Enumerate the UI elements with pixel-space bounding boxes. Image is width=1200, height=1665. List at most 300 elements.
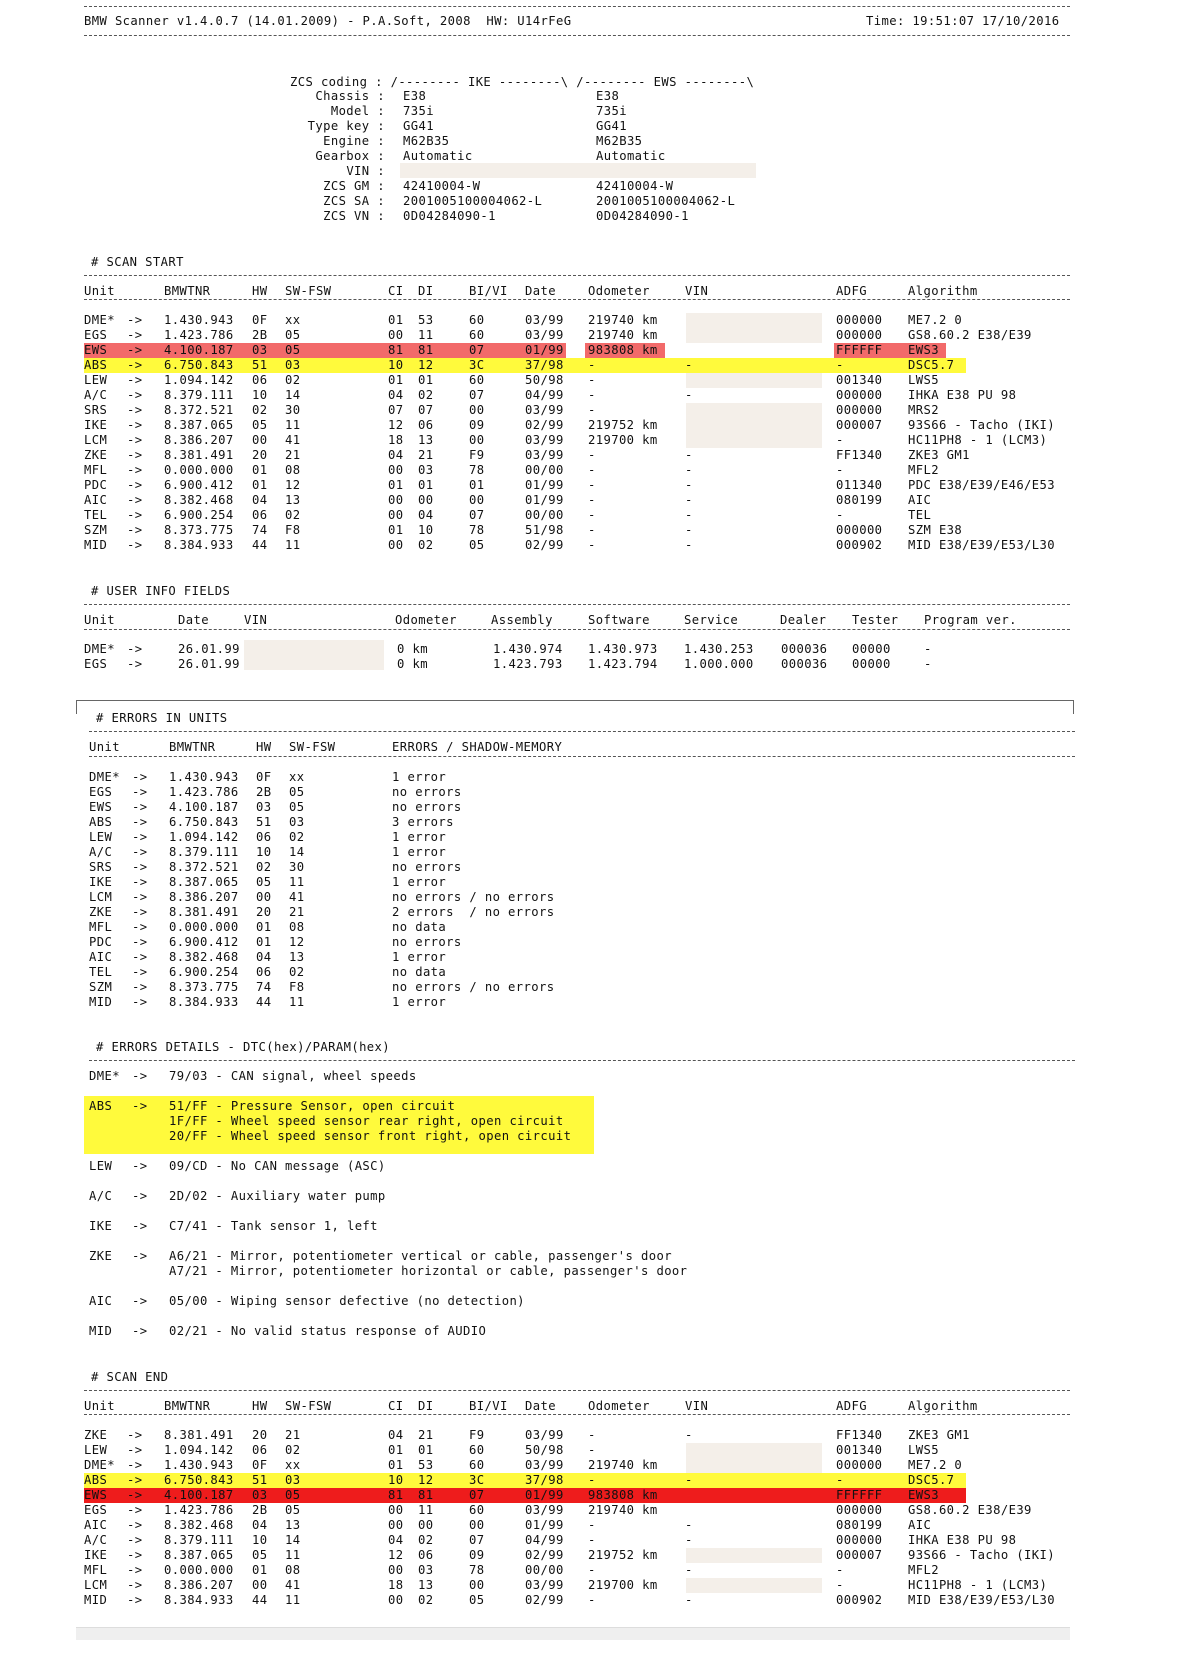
scan-start-cell: 0F [252, 313, 268, 327]
scan-start-cell: 12 [388, 418, 404, 432]
scan-start-cell: 09 [469, 418, 485, 432]
scan-start-col-header: BI/VI [469, 284, 508, 298]
scan-end-cell: -> [127, 1458, 143, 1472]
scan-end-cell: ABS [84, 1473, 108, 1487]
user-info-cell: 1.000.000 [684, 657, 754, 671]
scan-end-cell: 03 [285, 1473, 301, 1487]
scan-end-cell: 04 [388, 1428, 404, 1442]
scan-start-cell: 4.100.187 [164, 343, 234, 357]
scan-start-cell: 07 [388, 403, 404, 417]
scan-start-cell: 78 [469, 523, 485, 537]
scan-start-cell: -> [127, 433, 143, 447]
errors-units-cell: 1 error [392, 830, 447, 844]
scan-end-cell: 8.379.111 [164, 1533, 234, 1547]
errors-units-cell: MFL [89, 920, 113, 934]
scan-start-col-header: DI [418, 284, 434, 298]
scan-start-col-header: Algorithm [908, 284, 978, 298]
scan-end-cell: 01 [418, 1443, 434, 1457]
scan-start-cell: 06 [252, 373, 268, 387]
errors-units-cell: 00 [256, 890, 272, 904]
scan-start-cell: 6.900.412 [164, 478, 234, 492]
zcs-label: ZCS GM : [323, 179, 385, 193]
scan-start-cell: 8.373.775 [164, 523, 234, 537]
user-info-cell: 1.430.974 [493, 642, 563, 656]
scan-end-cell: -> [127, 1593, 143, 1607]
scan-start-cell: 00 [469, 433, 485, 447]
scan-start-cell: 01/99 [525, 478, 564, 492]
scan-end-cell: 06 [252, 1443, 268, 1457]
scan-end-cell: 12 [418, 1473, 434, 1487]
errors-units-cell: -> [132, 770, 148, 784]
scan-end-cell: 219740 km [588, 1503, 658, 1517]
separator-line [84, 275, 1070, 276]
errors-units-title: # ERRORS IN UNITS [96, 711, 228, 725]
scan-start-cell: 6.900.254 [164, 508, 234, 522]
separator-line [84, 1390, 1070, 1391]
errors-units-cell: 1 error [392, 845, 447, 859]
scan-end-col-header: BMWTNR [164, 1399, 211, 1413]
scan-end-col-header: HW [252, 1399, 268, 1413]
scan-start-cell: 1.423.786 [164, 328, 234, 342]
errors-units-cell: TEL [89, 965, 113, 979]
error-details-title: # ERRORS DETAILS - DTC(hex)/PARAM(hex) [96, 1040, 391, 1054]
scan-end-cell: MFL2 [908, 1563, 939, 1577]
scan-start-cell: 03/99 [525, 313, 564, 327]
separator-line [84, 629, 1070, 630]
user-info-cell: 1.423.794 [588, 657, 658, 671]
scan-start-cell: 02 [285, 373, 301, 387]
scan-start-cell: -> [127, 328, 143, 342]
errors-units-cell: 11 [289, 995, 305, 1009]
scan-start-cell: -> [127, 493, 143, 507]
errors-units-cell: -> [132, 920, 148, 934]
scan-end-cell: -> [127, 1518, 143, 1532]
user-info-cell: 000036 [781, 642, 828, 656]
errors-units-cell: 1 error [392, 770, 447, 784]
scan-start-cell: -> [127, 448, 143, 462]
scan-start-cell: 03/99 [525, 403, 564, 417]
scan-start-cell: 20 [252, 448, 268, 462]
scan-start-title: # SCAN START [91, 255, 184, 269]
scan-end-cell: 02/99 [525, 1548, 564, 1562]
scan-start-cell: - [685, 523, 693, 537]
scan-end-cell: 8.382.468 [164, 1518, 234, 1532]
scan-start-cell: MID E38/E39/E53/L30 [908, 538, 1056, 552]
scan-end-cell: 53 [418, 1458, 434, 1472]
scan-end-cell: 01 [388, 1443, 404, 1457]
scan-end-cell: 8.387.065 [164, 1548, 234, 1562]
user-info-cell: DME* [84, 642, 115, 656]
scan-start-cell: 00 [252, 433, 268, 447]
errors-units-cell: 2B [256, 785, 272, 799]
scan-end-cell: 12 [388, 1548, 404, 1562]
error-detail-unit: ABS [89, 1099, 113, 1113]
scan-start-cell: 00 [469, 403, 485, 417]
scan-end-cell: EGS [84, 1503, 108, 1517]
scan-end-cell: 14 [285, 1533, 301, 1547]
scan-start-cell: 10 [418, 523, 434, 537]
scan-start-cell: GS8.60.2 E38/E39 [908, 328, 1032, 342]
scan-start-cell: - [588, 448, 596, 462]
scan-end-cell: 00 [388, 1503, 404, 1517]
scan-end-cell: 00 [252, 1578, 268, 1592]
zcs-ike-value: 42410004-W [403, 179, 481, 193]
separator-line [89, 756, 1075, 757]
error-detail-unit: AIC [89, 1294, 113, 1308]
scan-start-cell: 05 [285, 328, 301, 342]
scan-end-cell: 00 [388, 1563, 404, 1577]
scan-start-cell: 78 [469, 463, 485, 477]
scan-start-cell: 00 [388, 538, 404, 552]
scan-end-cell: 07 [469, 1488, 485, 1502]
scan-start-cell: -> [127, 388, 143, 402]
scan-end-cell: 11 [285, 1548, 301, 1562]
scan-start-cell: 02 [418, 538, 434, 552]
scan-start-cell: 30 [285, 403, 301, 417]
scan-start-cell: IKE [84, 418, 108, 432]
scan-end-cell: 00 [388, 1518, 404, 1532]
errors-units-cell: no errors / no errors [392, 890, 555, 904]
scan-start-cell: 18 [388, 433, 404, 447]
user-info-cell: 00000 [852, 642, 891, 656]
scan-start-cell: 011340 [836, 478, 883, 492]
zcs-ews-value: E38 [596, 89, 620, 103]
errors-units-col-header: Unit [89, 740, 120, 754]
scan-end-cell: 81 [388, 1488, 404, 1502]
scan-start-cell: - [588, 493, 596, 507]
error-detail-unit: LEW [89, 1159, 113, 1173]
scan-end-cell: 03/99 [525, 1503, 564, 1517]
scan-start-cell: -> [127, 313, 143, 327]
scan-end-cell: 219700 km [588, 1578, 658, 1592]
scan-end-cell: 2B [252, 1503, 268, 1517]
scan-end-cell: - [836, 1473, 844, 1487]
scan-end-col-header: Date [525, 1399, 556, 1413]
scan-start-cell: 21 [418, 448, 434, 462]
scan-start-cell: MID [84, 538, 108, 552]
separator-line [84, 604, 1070, 605]
errors-units-cell: EGS [89, 785, 113, 799]
scan-end-cell: 8.386.207 [164, 1578, 234, 1592]
scan-start-cell: -> [127, 538, 143, 552]
zcs-label: Type key : [307, 119, 385, 133]
scan-start-cell: ZKE3 GM1 [908, 448, 970, 462]
scan-end-cell: GS8.60.2 E38/E39 [908, 1503, 1032, 1517]
scan-start-cell: LEW [84, 373, 108, 387]
user-info-col-header: Date [178, 613, 209, 627]
scan-start-cell: 000007 [836, 418, 883, 432]
scan-end-cell: AIC [84, 1518, 108, 1532]
scan-end-cell: -> [127, 1488, 143, 1502]
scan-end-cell: 01 [252, 1563, 268, 1577]
user-info-cell: 0 km [397, 642, 428, 656]
scan-start-cell: 000000 [836, 523, 883, 537]
scan-end-cell: AIC [908, 1518, 932, 1532]
errors-units-cell: 03 [289, 815, 305, 829]
errors-units-cell: -> [132, 905, 148, 919]
zcs-label: Engine : [323, 134, 385, 148]
scan-end-cell: - [685, 1428, 693, 1442]
scan-end-cell: - [588, 1443, 596, 1457]
errors-units-cell: SZM [89, 980, 113, 994]
scan-start-cell: 8.384.933 [164, 538, 234, 552]
scan-start-cell: - [685, 508, 693, 522]
user-info-title: # USER INFO FIELDS [91, 584, 231, 598]
scan-start-cell: - [836, 508, 844, 522]
scan-end-cell: 000000 [836, 1458, 883, 1472]
redacted-vin [686, 1578, 822, 1593]
scan-start-cell: 37/98 [525, 358, 564, 372]
scan-start-cell: 00 [388, 328, 404, 342]
scan-end-cell: 03/99 [525, 1578, 564, 1592]
errors-units-cell: 8.372.521 [169, 860, 239, 874]
scan-start-cell: 60 [469, 373, 485, 387]
horizontal-scrollbar[interactable] [76, 1627, 1070, 1640]
errors-units-cell: AIC [89, 950, 113, 964]
scan-end-cell: 03 [252, 1488, 268, 1502]
error-detail-text: 79/03 - CAN signal, wheel speeds [169, 1069, 417, 1083]
scan-start-cell: EWS3 [908, 343, 939, 357]
scan-end-cell: 0.000.000 [164, 1563, 234, 1577]
scan-start-cell: 21 [285, 448, 301, 462]
scan-start-cell: 01 [388, 373, 404, 387]
scan-end-col-header: Algorithm [908, 1399, 978, 1413]
scan-start-cell: 02 [252, 403, 268, 417]
zcs-header: ZCS coding : /-------- IKE --------\ /-------- EWS --------\ [290, 75, 755, 89]
errors-units-cell: 05 [289, 785, 305, 799]
scan-start-cell: 8.382.468 [164, 493, 234, 507]
scan-end-cell: 05 [469, 1593, 485, 1607]
scan-end-cell: MID [84, 1593, 108, 1607]
scan-start-cell: 000000 [836, 388, 883, 402]
separator-line [84, 35, 1070, 36]
scan-start-cell: 219740 km [588, 328, 658, 342]
scan-start-cell: PDC E38/E39/E46/E53 [908, 478, 1056, 492]
scan-end-title: # SCAN END [91, 1370, 169, 1384]
scan-start-cell: ME7.2 0 [908, 313, 963, 327]
scan-start-cell: 01 [388, 478, 404, 492]
errors-units-cell: 51 [256, 815, 272, 829]
scan-start-cell: -> [127, 343, 143, 357]
errors-units-cell: 06 [256, 830, 272, 844]
scan-start-cell: 000902 [836, 538, 883, 552]
redacted-vin [686, 373, 822, 388]
scan-start-cell: 2B [252, 328, 268, 342]
scan-start-cell: EWS [84, 343, 108, 357]
errors-units-cell: 2 errors / no errors [392, 905, 555, 919]
scan-end-cell: 000000 [836, 1533, 883, 1547]
errors-units-cell: 05 [256, 875, 272, 889]
scan-start-cell: 03/99 [525, 448, 564, 462]
errors-units-cell: no errors [392, 800, 462, 814]
scan-end-cell: 1.423.786 [164, 1503, 234, 1517]
zcs-ike-value: 2001005100004062-L [403, 194, 543, 208]
scan-start-cell: 01 [252, 463, 268, 477]
error-detail-unit: A/C [89, 1189, 113, 1203]
scan-start-cell: 01/99 [525, 493, 564, 507]
errors-units-cell: no errors [392, 785, 462, 799]
scan-start-cell: 3C [469, 358, 485, 372]
scan-start-cell: 05 [252, 418, 268, 432]
scan-start-cell: 00/00 [525, 463, 564, 477]
scan-start-cell: 12 [285, 478, 301, 492]
scan-start-cell: 000000 [836, 313, 883, 327]
scan-start-cell: 81 [388, 343, 404, 357]
scan-start-cell: -> [127, 418, 143, 432]
errors-units-cell: 02 [256, 860, 272, 874]
scan-start-col-header: ADFG [836, 284, 867, 298]
scan-end-cell: 60 [469, 1443, 485, 1457]
scan-start-cell: 01 [418, 478, 434, 492]
scan-end-cell: xx [285, 1458, 301, 1472]
error-detail-arrow: -> [132, 1069, 148, 1083]
scan-end-cell: 04/99 [525, 1533, 564, 1547]
error-detail-text: 05/00 - Wiping sensor defective (no detection) [169, 1294, 525, 1308]
scan-end-cell: 21 [418, 1428, 434, 1442]
errors-units-col-header: SW-FSW [289, 740, 336, 754]
scan-end-cell: 00 [388, 1593, 404, 1607]
scan-end-cell: 20 [252, 1428, 268, 1442]
user-info-cell: 00000 [852, 657, 891, 671]
errors-units-cell: no errors [392, 935, 462, 949]
scan-start-cell: MFL2 [908, 463, 939, 477]
errors-units-cell: xx [289, 770, 305, 784]
error-detail-unit: ZKE [89, 1249, 113, 1263]
scan-end-cell: 18 [388, 1578, 404, 1592]
zcs-ike-value: Automatic [403, 149, 473, 163]
zcs-ike-value: GG41 [403, 119, 434, 133]
scan-start-cell: 02 [418, 388, 434, 402]
errors-units-cell: 4.100.187 [169, 800, 239, 814]
scan-start-cell: SRS [84, 403, 108, 417]
scan-start-cell: - [836, 358, 844, 372]
zcs-ews-value: Automatic [596, 149, 666, 163]
scan-end-cell: 1.430.943 [164, 1458, 234, 1472]
scan-start-cell: DME* [84, 313, 115, 327]
errors-units-cell: 1 error [392, 950, 447, 964]
scan-start-cell: 08 [285, 463, 301, 477]
scan-start-cell: -> [127, 478, 143, 492]
user-info-cell: 26.01.99 [178, 657, 240, 671]
scan-end-cell: 02 [285, 1443, 301, 1457]
error-detail-unit: IKE [89, 1219, 113, 1233]
scan-start-cell: AIC [908, 493, 932, 507]
scan-end-cell: -> [127, 1533, 143, 1547]
scan-start-cell: 00 [388, 493, 404, 507]
scan-end-col-header: DI [418, 1399, 434, 1413]
scan-end-col-header: Odometer [588, 1399, 650, 1413]
zcs-ews-value: M62B35 [596, 134, 643, 148]
scan-start-cell: 983808 km [588, 343, 658, 357]
scan-start-cell: 60 [469, 313, 485, 327]
scan-end-cell: 02 [418, 1533, 434, 1547]
error-detail-arrow: -> [132, 1159, 148, 1173]
scan-start-cell: 219740 km [588, 313, 658, 327]
scan-end-cell: MFL [84, 1563, 108, 1577]
scan-start-cell: LCM [84, 433, 108, 447]
errors-units-cell: 11 [289, 875, 305, 889]
scan-end-cell: -> [127, 1428, 143, 1442]
scan-start-cell: 01 [388, 313, 404, 327]
scan-start-cell: - [685, 358, 693, 372]
scan-end-cell: 03/99 [525, 1428, 564, 1442]
scan-start-cell: SZM [84, 523, 108, 537]
scan-start-col-header: SW-FSW [285, 284, 332, 298]
redacted-vin [244, 640, 384, 670]
errors-units-cell: no errors / no errors [392, 980, 555, 994]
scan-end-cell: - [836, 1563, 844, 1577]
scan-end-cell: 06 [418, 1548, 434, 1562]
scan-start-cell: -> [127, 403, 143, 417]
errors-units-cell: 13 [289, 950, 305, 964]
scan-start-cell: MRS2 [908, 403, 939, 417]
errors-units-cell: no data [392, 965, 447, 979]
scan-end-cell: 0F [252, 1458, 268, 1472]
scan-start-cell: 11 [418, 328, 434, 342]
scan-start-cell: 07 [469, 343, 485, 357]
scan-end-cell: - [836, 1578, 844, 1592]
error-detail-unit: DME* [89, 1069, 120, 1083]
user-info-cell: 1.423.793 [493, 657, 563, 671]
scan-start-cell: 6.750.843 [164, 358, 234, 372]
scan-end-cell: 04 [388, 1533, 404, 1547]
scan-end-cell: 001340 [836, 1443, 883, 1457]
errors-units-cell: 21 [289, 905, 305, 919]
user-info-cell: EGS [84, 657, 108, 671]
redacted-vin [400, 163, 756, 178]
scan-end-cell: - [685, 1518, 693, 1532]
zcs-ike-value: E38 [403, 89, 427, 103]
errors-units-cell: 44 [256, 995, 272, 1009]
scan-start-cell: - [685, 448, 693, 462]
errors-units-cell: 03 [256, 800, 272, 814]
scan-start-cell: EGS [84, 328, 108, 342]
error-detail-text: 09/CD - No CAN message (ASC) [169, 1159, 386, 1173]
scan-end-cell: 78 [469, 1563, 485, 1577]
errors-units-cell: 8.384.933 [169, 995, 239, 1009]
errors-units-cell: EWS [89, 800, 113, 814]
scan-end-cell: 080199 [836, 1518, 883, 1532]
scan-start-col-header: HW [252, 284, 268, 298]
scan-start-cell: 01/99 [525, 343, 564, 357]
scan-start-cell: 04 [252, 493, 268, 507]
scan-end-cell: EWS [84, 1488, 108, 1502]
scan-end-cell: 00 [469, 1578, 485, 1592]
errors-units-cell: 01 [256, 920, 272, 934]
scan-start-col-header: Date [525, 284, 556, 298]
scan-end-cell: 01/99 [525, 1518, 564, 1532]
redacted-vin [686, 1443, 822, 1473]
separator-line [89, 731, 1075, 732]
redacted-vin [686, 1548, 822, 1563]
scan-start-cell: 13 [418, 433, 434, 447]
errors-units-cell: 8.386.207 [169, 890, 239, 904]
user-info-cell: - [924, 657, 932, 671]
scan-start-cell: 04 [418, 508, 434, 522]
separator-line [84, 1414, 1070, 1415]
scan-start-cell: 44 [252, 538, 268, 552]
scan-start-cell: 53 [418, 313, 434, 327]
scan-end-cell: 4.100.187 [164, 1488, 234, 1502]
zcs-label: Model : [330, 104, 385, 118]
redacted-vin [686, 403, 822, 448]
scan-start-cell: 14 [285, 388, 301, 402]
error-detail-unit: MID [89, 1324, 113, 1338]
scan-start-cell: - [588, 388, 596, 402]
scan-start-cell: - [588, 478, 596, 492]
scan-start-cell: FF1340 [836, 448, 883, 462]
scan-start-cell: LWS5 [908, 373, 939, 387]
